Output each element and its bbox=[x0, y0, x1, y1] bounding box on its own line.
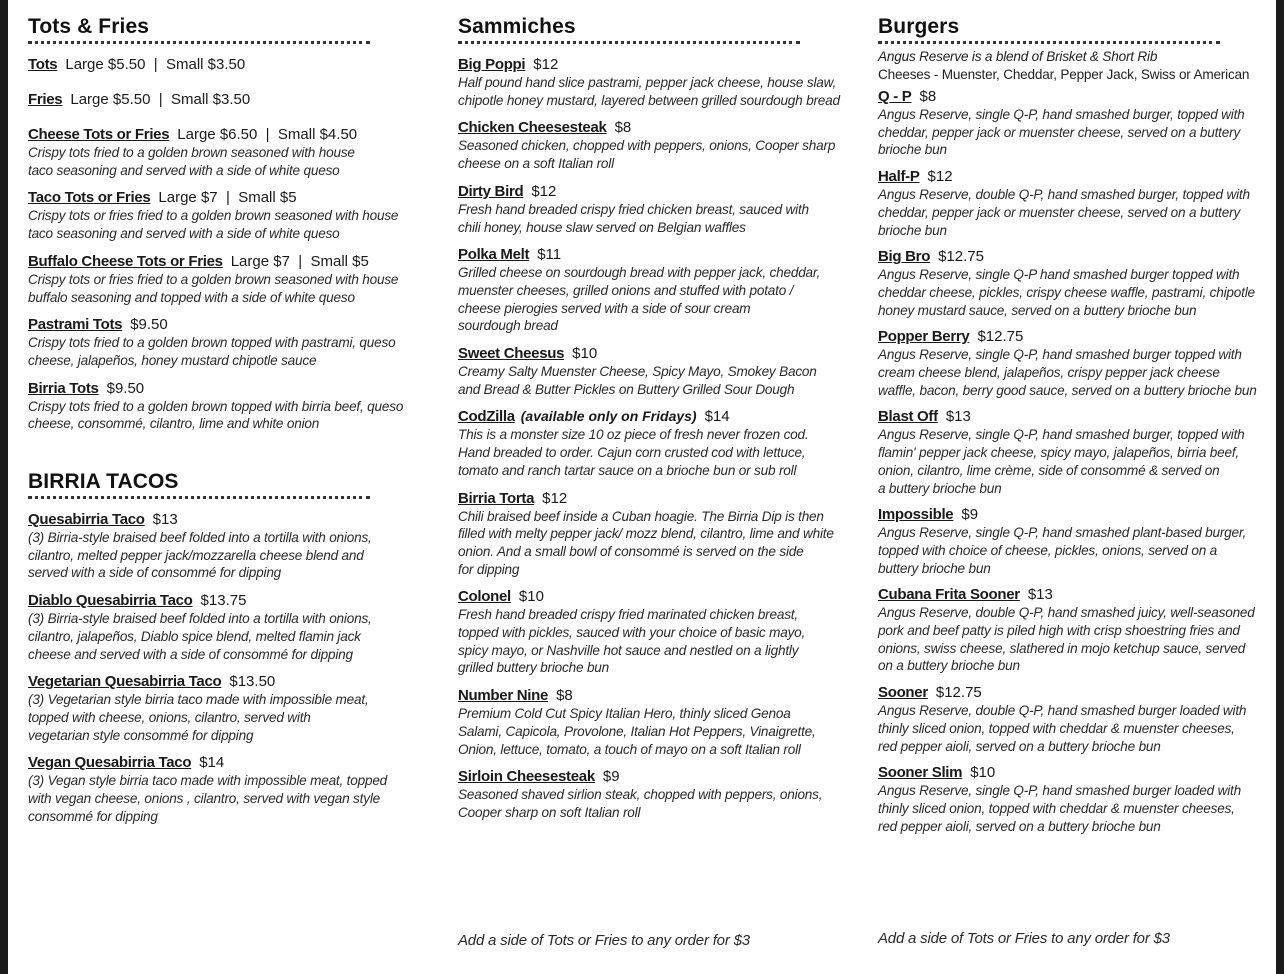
item-description-line: on a buttery brioche bun bbox=[878, 658, 1020, 674]
item-description-line: honey mustard sauce, served on a buttery brioche bun bbox=[878, 302, 1197, 318]
menu-item-codzilla bbox=[458, 407, 858, 479]
item-name: Diablo Quesabirria Taco bbox=[28, 592, 193, 610]
item-price: $9 bbox=[602, 768, 620, 786]
item-description-line: Angus Reserve, single Q-P, hand smashed burger, topped with bbox=[878, 107, 1245, 122]
item-price: $12 bbox=[533, 56, 559, 73]
item-description-line: Crispy tots fried to a golden brown topped with birria beef, queso bbox=[28, 398, 404, 414]
item-description-line: for dipping bbox=[458, 561, 520, 577]
item-name: CodZilla bbox=[458, 408, 515, 426]
item-price: Large $5.50 | Small $3.50 bbox=[70, 91, 251, 108]
item-description-line: tomato and ranch tartar sauce on a brioche bun or sub roll bbox=[458, 462, 797, 478]
item-heading bbox=[28, 591, 428, 610]
menu-item-impossible bbox=[878, 505, 1273, 577]
item-price: $13.75 bbox=[200, 592, 247, 610]
menu-item-vegetarian-quesabirria-taco bbox=[28, 672, 428, 744]
item-heading bbox=[878, 87, 1273, 106]
item-description-line: onion. And a small bowl of consommé is served on the side bbox=[458, 543, 804, 559]
item-heading bbox=[28, 315, 428, 334]
menu-item-pastrami-tots bbox=[28, 315, 428, 369]
item-description-line: cheese, consommé, cilantro, lime and white onion bbox=[28, 416, 320, 432]
item-heading bbox=[458, 587, 858, 606]
item-heading bbox=[878, 505, 1273, 524]
item-description-line: Angus Reserve, single Q-P, hand smashed plant-based burger, bbox=[878, 525, 1247, 541]
item-description-line: Fresh hand breaded crispy fried marinated chicken breast, bbox=[458, 607, 798, 623]
item-description-line: (3) Vegan style birria taco made with impossible meat, topped bbox=[28, 773, 388, 789]
item-heading bbox=[878, 585, 1273, 604]
item-description-line: Hand breaded to order. Cajun corn crusted cod with lettuce, bbox=[458, 445, 806, 461]
menu-item-blast-off bbox=[878, 407, 1273, 497]
item-price: $14 bbox=[199, 754, 225, 772]
item-name: Blast Off bbox=[878, 408, 938, 426]
item-heading bbox=[458, 489, 858, 508]
item-description-line: Angus Reserve, single Q-P hand smashed burger topped with bbox=[878, 267, 1240, 283]
item-heading bbox=[458, 344, 858, 363]
item-price: $12.75 bbox=[977, 328, 1024, 346]
menu-item-sweet-cheesus bbox=[458, 344, 858, 398]
item-description-line: spicy mayo, or Nashville hot sauce and nestled on a lightly bbox=[458, 642, 799, 658]
item-price: $12.75 bbox=[935, 684, 982, 702]
item-name: Sooner Slim bbox=[878, 764, 963, 782]
item-price: $8 bbox=[919, 88, 937, 105]
menu-item-number-nine bbox=[458, 686, 858, 758]
item-heading bbox=[28, 672, 428, 691]
tots-list bbox=[28, 55, 428, 433]
sammiches-list bbox=[458, 55, 858, 822]
item-description-line: brioche bun bbox=[878, 222, 947, 238]
item-description-line: topped with cheese, onions, cilantro, served with bbox=[28, 709, 311, 725]
item-name: Birria Torta bbox=[458, 489, 535, 507]
item-name: Cheese Tots or Fries bbox=[28, 126, 170, 143]
item-description-line: Seasoned shaved sirlion steak, chopped with peppers, onions, bbox=[458, 787, 823, 803]
item-name: Colonel bbox=[458, 588, 511, 606]
item-name: Fries bbox=[28, 91, 63, 108]
menu-item-popper-berry bbox=[878, 327, 1273, 399]
item-heading bbox=[878, 763, 1273, 782]
item-heading bbox=[458, 686, 858, 705]
item-price: $9.50 bbox=[106, 379, 145, 397]
menu-item-chicken-cheesesteak bbox=[458, 118, 858, 172]
item-name: Cubana Frita Sooner bbox=[878, 586, 1020, 604]
item-description-line: Seasoned chicken, chopped with peppers, onions, Cooper sharp bbox=[458, 138, 836, 154]
item-description-line: cheese pierogies served with a side of sour cream bbox=[458, 300, 751, 316]
menu-item-half-p bbox=[878, 167, 1273, 239]
menu-item-polka-melt bbox=[458, 245, 858, 335]
item-heading bbox=[878, 683, 1273, 702]
item-price: $13 bbox=[1027, 586, 1053, 604]
section-divider bbox=[28, 41, 370, 44]
item-heading bbox=[458, 245, 858, 264]
item-description-line: topped with pickles, sauced with your choice of basic mayo, bbox=[458, 625, 806, 641]
item-description-line: Fresh hand breaded crispy fried chicken breast, sauced with bbox=[458, 201, 809, 217]
item-name: Chicken Cheesesteak bbox=[458, 119, 607, 137]
item-name: Birria Tots bbox=[28, 379, 99, 397]
item-name: Vegetarian Quesabirria Taco bbox=[28, 673, 222, 691]
item-description-line: Angus Reserve, single Q-P, hand smashed burger topped with bbox=[878, 347, 1242, 363]
item-heading bbox=[878, 167, 1273, 186]
item-description-line: muenster cheeses, grilled onions and stuffed with potato / bbox=[458, 282, 794, 298]
item-description-line: cilantro, jalapeños, Diablo spice blend, melted flamin jack bbox=[28, 628, 361, 644]
item-name: Taco Tots or Fries bbox=[28, 189, 151, 207]
item-heading bbox=[28, 188, 428, 207]
item-description-line: Angus Reserve, single Q-P, hand smashed burger loaded with bbox=[878, 783, 1241, 799]
menu-item-quesabirria-taco bbox=[28, 510, 428, 582]
item-description-line: pork and beef patty is piled high with crisp shoestring fries and bbox=[878, 623, 1240, 639]
item-price: $12 bbox=[927, 168, 953, 186]
item-heading bbox=[878, 327, 1273, 346]
item-price: $11 bbox=[537, 246, 562, 264]
item-description-line: chipotle honey mustard, layered between grilled sourdough bread bbox=[458, 92, 840, 108]
menu-item-fries bbox=[28, 90, 428, 109]
item-price: $13.50 bbox=[229, 673, 276, 691]
item-description-line: Creamy Salty Muenster Cheese, Spicy Mayo, Smokey Bacon bbox=[458, 364, 817, 380]
item-description-line: cheese and served with a side of consommé for dipping bbox=[28, 646, 353, 662]
item-price: Large $5.50 | Small $3.50 bbox=[65, 56, 246, 73]
item-description-line: cheddar cheese, pickles, crispy cheese waffle, pastrami, chipotle bbox=[878, 284, 1255, 300]
item-price: $12 bbox=[531, 182, 557, 200]
item-description-line: a buttery brioche bun bbox=[878, 480, 1002, 496]
item-price: $8 bbox=[556, 687, 573, 705]
item-name: Sooner bbox=[878, 684, 928, 702]
item-description-line: Crispy tots fried to a golden brown topped with pastrami, queso bbox=[28, 335, 396, 351]
item-description-line: topped with choice of cheese, pickles, onions, served on a bbox=[878, 542, 1218, 558]
item-price: $10 bbox=[572, 345, 598, 363]
item-name: Impossible bbox=[878, 506, 954, 524]
item-description-line: cheddar, pepper jack or muenster cheese, served on a buttery bbox=[878, 204, 1241, 220]
item-name: Sweet Cheesus bbox=[458, 345, 565, 363]
item-description-line: chili honey, house slaw served on Belgian waffles bbox=[458, 219, 746, 235]
item-name: Polka Melt bbox=[458, 246, 530, 264]
item-name: Tots bbox=[28, 56, 58, 73]
item-description-line: cream cheese blend, jalapeños, crispy pepper jack cheese bbox=[878, 365, 1220, 381]
item-description-line: thinly sliced onion, topped with cheddar & muenster cheeses, bbox=[878, 800, 1235, 816]
item-heading bbox=[28, 90, 428, 109]
item-description-line: waffle, bacon, berry good sauce, served on a buttery brioche bun bbox=[878, 382, 1257, 398]
sammiches-section-title: Sammiches bbox=[458, 15, 576, 38]
item-description-line: (3) Birria-style braised beef folded into a tortilla with onions, bbox=[28, 611, 372, 627]
item-description-line: Onion, lettuce, tomato, a touch of mayo on a soft Italian roll bbox=[458, 741, 801, 757]
item-description-line: cheese, jalapeños, honey mustard chipotle sauce bbox=[28, 352, 317, 368]
item-name: Sirloin Cheesesteak bbox=[458, 768, 595, 786]
item-name: Vegan Quesabirria Taco bbox=[28, 754, 192, 772]
item-description-line: flamin' pepper jack cheese, spicy mayo, jalapeños, birria beef, bbox=[878, 445, 1239, 461]
section-divider bbox=[878, 41, 1220, 44]
sammiches-footer-note: Add a side of Tots or Fries to any order for $3 bbox=[458, 932, 750, 949]
item-heading bbox=[458, 182, 858, 201]
item-name: Dirty Bird bbox=[458, 182, 524, 200]
item-description-line: red pepper aioli, served on a buttery brioche bun bbox=[878, 818, 1161, 834]
item-price: Large $6.50 | Small $4.50 bbox=[177, 126, 358, 143]
item-description-line: sourdough bread bbox=[458, 318, 558, 334]
item-price: $12.75 bbox=[938, 248, 984, 266]
item-description-line: Salami, Capicola, Provolone, Italian Hot Peppers, Vinaigrette, bbox=[458, 723, 816, 739]
item-price: $9 bbox=[961, 506, 979, 524]
menu-item-cubana-frita-sooner bbox=[878, 585, 1273, 675]
menu-page bbox=[8, 0, 1276, 974]
item-price: $13 bbox=[152, 511, 178, 529]
item-heading bbox=[458, 407, 858, 426]
menu-item-colonel bbox=[458, 587, 858, 677]
item-description-line: onion, cilantro, lime crème, side of consommé & served on bbox=[878, 462, 1220, 478]
item-description-line: red pepper aioli, served on a buttery brioche bun bbox=[878, 738, 1161, 754]
item-name: Big Bro bbox=[878, 248, 931, 266]
item-description-line: Cooper sharp on soft Italian roll bbox=[458, 804, 641, 820]
item-note: (available only on Fridays) bbox=[520, 408, 697, 425]
item-description-line: and Bread & Butter Pickles on Buttery Grilled Sour Dough bbox=[458, 381, 795, 397]
menu-item-sooner-slim bbox=[878, 763, 1273, 835]
menu-item-big-poppi bbox=[458, 55, 858, 109]
menu-item-diablo-quesabirria-taco bbox=[28, 591, 428, 663]
birria-list bbox=[28, 510, 428, 825]
menu-item-birria-tots bbox=[28, 379, 428, 433]
item-description-line: cheese on a soft Italian roll bbox=[458, 156, 614, 172]
item-price: $12 bbox=[542, 489, 568, 507]
item-description-line: cheddar, pepper jack or muenster cheese, served on a buttery bbox=[878, 124, 1241, 140]
section-divider bbox=[28, 496, 370, 499]
item-description-line: vegetarian style consommé for dipping bbox=[28, 727, 254, 743]
item-description-line: Half pound hand slice pastrami, pepper jack cheese, house slaw, bbox=[458, 75, 837, 90]
burgers-footer-note: Add a side of Tots or Fries to any order for $3 bbox=[878, 930, 1170, 947]
item-description-line: cilantro, melted pepper jack/mozzarella cheese blend and bbox=[28, 547, 364, 563]
item-heading bbox=[28, 379, 428, 398]
item-heading bbox=[878, 407, 1273, 426]
item-description-line: Chili braised beef inside a Cuban hoagie. The Birria Dip is then bbox=[458, 508, 824, 524]
item-heading bbox=[458, 767, 858, 786]
item-description-line: (3) Vegetarian style birria taco made with impossible meat, bbox=[28, 692, 369, 708]
item-price: $9.50 bbox=[130, 316, 168, 334]
item-description-line: onions, swiss cheese, slathered in mojo ketchup sauce, served bbox=[878, 640, 1246, 656]
item-description-line: buttery brioche bun bbox=[878, 560, 991, 576]
menu-item-birria-torta bbox=[458, 489, 858, 579]
item-description-line: filled with melty pepper jack/ mozz blend, cilantro, lime and white bbox=[458, 526, 834, 542]
item-heading bbox=[28, 510, 428, 529]
item-description-line: Crispy tots or fries fried to a golden brown seasoned with house bbox=[28, 208, 399, 224]
item-description-line: thinly sliced onion, topped with cheddar & muenster cheeses, bbox=[878, 720, 1235, 736]
burgers-intro-blend: Angus Reserve is a blend of Brisket & Short Rib bbox=[878, 49, 1158, 64]
item-name: Buffalo Cheese Tots or Fries bbox=[28, 252, 223, 270]
column-tots-birria bbox=[28, 14, 428, 825]
item-description-line: Angus Reserve, double Q-P, hand smashed burger loaded with bbox=[878, 703, 1247, 719]
burgers-list bbox=[878, 87, 1273, 835]
item-description-line: brioche bun bbox=[878, 142, 947, 158]
item-heading bbox=[458, 118, 858, 137]
item-description-line: Premium Cold Cut Spicy Italian Hero, thinly sliced Genoa bbox=[458, 706, 791, 722]
birria-section-title: BIRRIA TACOS bbox=[28, 470, 179, 494]
menu-item-taco-tots-or-fries bbox=[28, 188, 428, 242]
item-description-line: Angus Reserve, double Q-P, hand smashed juicy, well-seasoned bbox=[878, 605, 1255, 621]
item-name: Quesabirria Taco bbox=[28, 511, 145, 529]
item-description-line: Angus Reserve, single Q-P, hand smashed burger, topped with bbox=[878, 427, 1245, 443]
item-description-line: grilled buttery brioche bun bbox=[458, 660, 610, 676]
item-description-line: taco seasoning and served with a side of white queso bbox=[28, 162, 340, 178]
menu-item-sirloin-cheesesteak bbox=[458, 767, 858, 821]
item-description-line: Crispy tots fried to a golden brown seasoned with house bbox=[28, 145, 355, 160]
column-burgers bbox=[878, 14, 1273, 835]
item-description-line: Grilled cheese on sourdough bread with pepper jack, cheddar, bbox=[458, 265, 821, 281]
item-name: Popper Berry bbox=[878, 328, 970, 346]
item-name: Pastrami Tots bbox=[28, 316, 123, 334]
menu-item-vegan-quesabirria-taco bbox=[28, 753, 428, 825]
menu-item-sooner bbox=[878, 683, 1273, 755]
item-price: $14 bbox=[704, 408, 730, 426]
item-description-line: Angus Reserve, double Q-P, hand smashed burger, topped with bbox=[878, 187, 1250, 203]
section-divider bbox=[458, 41, 800, 44]
item-description-line: This is a monster size 10 oz piece of fresh never frozen cod. bbox=[458, 427, 809, 443]
item-heading bbox=[28, 753, 428, 772]
item-heading bbox=[28, 125, 428, 144]
item-description-line: (3) Birria-style braised beef folded into a tortilla with onions, bbox=[28, 530, 372, 546]
item-name: Big Poppi bbox=[458, 56, 526, 73]
item-price: $8 bbox=[614, 119, 632, 137]
menu-item-buffalo-cheese-tots-or-fries bbox=[28, 252, 428, 306]
item-heading bbox=[458, 55, 858, 74]
menu-item-big-bro bbox=[878, 247, 1273, 319]
item-price: $10 bbox=[518, 588, 544, 606]
column-sammiches bbox=[458, 14, 858, 822]
item-description-line: served with a side of consommé for dipping bbox=[28, 565, 282, 581]
item-price: Large $7 | Small $5 bbox=[230, 252, 369, 270]
menu-item-q-p bbox=[878, 87, 1273, 159]
item-name: Q - P bbox=[878, 88, 912, 105]
menu-item-tots bbox=[28, 55, 428, 74]
item-description-line: with vegan cheese, onions , cilantro, served with vegan style bbox=[28, 791, 381, 807]
item-heading bbox=[28, 252, 428, 271]
burgers-section-title: Burgers bbox=[878, 15, 960, 38]
tots-section-title: Tots & Fries bbox=[28, 15, 149, 38]
item-heading bbox=[28, 55, 428, 74]
item-heading bbox=[878, 247, 1273, 266]
item-description-line: taco seasoning and served with a side of white queso bbox=[28, 226, 340, 242]
burgers-intro-cheeses: Cheeses - Muenster, Cheddar, Pepper Jack, Swiss or American bbox=[878, 67, 1250, 82]
item-name: Half-P bbox=[878, 168, 920, 186]
item-description-line: Crispy tots or fries fried to a golden brown seasoned with house bbox=[28, 271, 399, 287]
menu-item-dirty-bird bbox=[458, 182, 858, 236]
item-description-line: buffalo seasoning and topped with a side of white queso bbox=[28, 289, 355, 305]
menu-item-cheese-tots-or-fries bbox=[28, 125, 428, 179]
item-description-line: consommé for dipping bbox=[28, 808, 158, 824]
item-price: $10 bbox=[970, 764, 996, 782]
item-name: Number Nine bbox=[458, 687, 549, 705]
item-price: $13 bbox=[945, 408, 971, 426]
item-price: Large $7 | Small $5 bbox=[158, 189, 297, 207]
